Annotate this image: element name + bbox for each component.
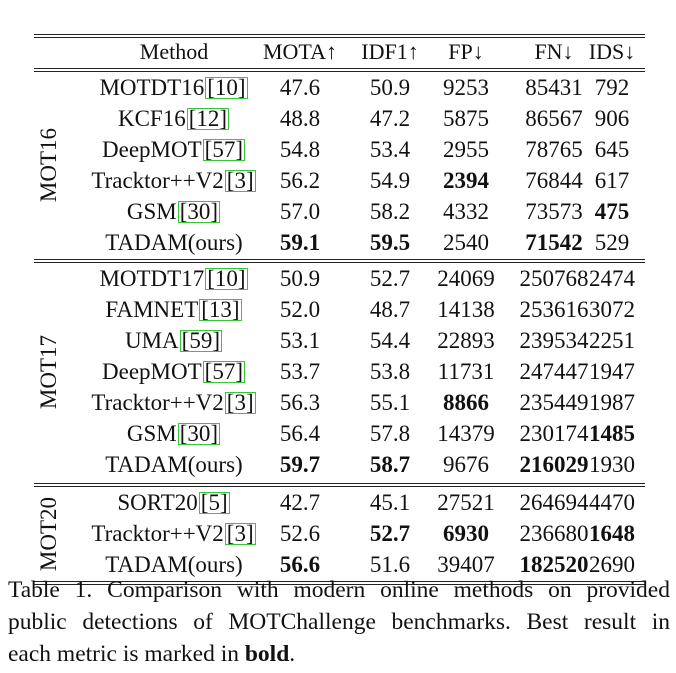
mota-cell: 57.0 xyxy=(279,199,321,224)
caption-bold-word: bold xyxy=(244,641,290,667)
citation-link[interactable]: [10] xyxy=(207,266,246,291)
idf1-cell: 52.7 xyxy=(369,521,411,546)
ids-cell: 2474 xyxy=(589,266,635,291)
fp-cell: 27521 xyxy=(437,490,495,515)
mota-cell: 53.1 xyxy=(279,328,321,353)
ids-cell: 792 xyxy=(594,75,630,100)
fn-cell: 182520 xyxy=(519,552,589,577)
mota-cell: 56.4 xyxy=(279,421,321,446)
method-name: KCF16 xyxy=(117,106,186,131)
mota-cell: 54.8 xyxy=(279,137,321,162)
fp-cell: 6930 xyxy=(443,521,489,546)
mota-cell: 59.1 xyxy=(279,230,321,255)
mota-cell: 52.0 xyxy=(279,297,321,322)
group-rule xyxy=(34,259,645,260)
fn-cell: 85431 xyxy=(525,75,583,100)
ids-cell: 1947 xyxy=(589,359,635,384)
mota-cell: 42.7 xyxy=(279,490,321,515)
ids-cell: 1485 xyxy=(589,421,635,446)
method-name: MOTDT16 xyxy=(99,75,205,100)
group-label-text: MOT16 xyxy=(36,127,61,203)
ids-cell: 2251 xyxy=(589,328,635,353)
header-ids: IDS↓ xyxy=(588,39,636,64)
citation-number: 30 xyxy=(187,421,211,446)
fn-cell: 73573 xyxy=(525,199,583,224)
idf1-cell: 54.9 xyxy=(369,168,411,193)
fp-cell: 4332 xyxy=(443,199,489,224)
table-row xyxy=(34,165,645,196)
method-name: GSM xyxy=(126,199,177,224)
group-label-text: MOT20 xyxy=(36,496,61,571)
ids-cell: 1930 xyxy=(589,452,635,477)
method-name: FAMNET xyxy=(105,297,199,322)
fp-cell: 11731 xyxy=(437,359,495,384)
table-row xyxy=(34,387,645,418)
fp-cell: 8866 xyxy=(443,390,489,415)
fn-cell: 264694 xyxy=(519,490,589,515)
method-name: DeepMOT xyxy=(102,359,202,384)
group-label-text: MOT17 xyxy=(36,334,61,409)
mota-cell: 59.7 xyxy=(279,452,321,477)
mota-cell: 56.6 xyxy=(279,552,321,577)
fp-cell: 2955 xyxy=(443,137,489,162)
header-fp: FP↓ xyxy=(448,39,484,64)
citation-link[interactable]: [57] xyxy=(204,137,243,162)
mota-cell: 50.9 xyxy=(279,266,321,291)
idf1-cell: 48.7 xyxy=(369,297,411,322)
method-name: Tracktor++V2 xyxy=(91,168,224,193)
table-row xyxy=(34,356,645,387)
fn-cell: 236680 xyxy=(519,521,589,546)
ids-cell: 617 xyxy=(594,168,630,193)
citation-number: 57 xyxy=(212,137,236,162)
method-name: DeepMOT xyxy=(102,137,202,162)
group-rule xyxy=(34,68,645,69)
method-name: UMA xyxy=(124,328,179,353)
idf1-cell: 57.8 xyxy=(369,421,411,446)
header-method: Method xyxy=(139,39,209,64)
citation-link[interactable]: [3] xyxy=(226,168,254,193)
idf1-cell: 58.7 xyxy=(369,452,411,477)
fp-cell: 14138 xyxy=(437,297,495,322)
table-row xyxy=(34,263,645,294)
idf1-cell: 53.4 xyxy=(369,137,411,162)
table-row xyxy=(34,294,645,325)
table-row xyxy=(34,487,645,518)
ids-cell: 906 xyxy=(594,106,630,131)
ids-cell: 3072 xyxy=(589,297,635,322)
idf1-cell: 53.8 xyxy=(369,359,411,384)
citation-number: 30 xyxy=(187,199,211,224)
citation-number: 12 xyxy=(196,106,220,131)
citation-number: 3 xyxy=(234,521,246,546)
table-row xyxy=(34,103,645,134)
fp-cell: 5875 xyxy=(443,106,489,131)
method-name: SORT20 xyxy=(117,490,198,515)
fn-cell: 247447 xyxy=(519,359,589,384)
citation-link[interactable]: [13] xyxy=(201,297,240,322)
mota-cell: 56.3 xyxy=(279,390,321,415)
fp-cell: 2540 xyxy=(443,230,489,255)
citation-link[interactable]: [59] xyxy=(181,328,220,353)
header-mota: MOTA↑ xyxy=(262,39,337,64)
fp-cell: 39407 xyxy=(437,552,495,577)
idf1-cell: 54.4 xyxy=(369,328,411,353)
citation-link[interactable]: [12] xyxy=(188,106,228,131)
idf1-cell: 58.2 xyxy=(369,199,411,224)
ids-cell: 475 xyxy=(594,199,630,224)
table-row xyxy=(34,196,645,227)
ids-cell: 4470 xyxy=(589,490,635,515)
fn-cell: 253616 xyxy=(519,297,589,322)
table-row xyxy=(34,72,645,103)
caption-line-2: public detections of MOTChallenge benchmarks. Best result in xyxy=(8,609,670,635)
citation-link[interactable]: [10] xyxy=(207,75,246,100)
mota-cell: 53.7 xyxy=(279,359,321,384)
fp-cell: 22893 xyxy=(437,328,495,353)
method-name: Tracktor++V2 xyxy=(91,390,224,415)
mota-cell: 47.6 xyxy=(279,75,321,100)
ids-cell: 645 xyxy=(594,137,630,162)
citation-link[interactable]: [3] xyxy=(226,390,254,415)
fn-cell: 216029 xyxy=(519,452,589,477)
fn-cell: 78765 xyxy=(525,137,583,162)
method-name: TADAM(ours) xyxy=(105,452,243,477)
ids-cell: 529 xyxy=(594,230,630,255)
group-rule xyxy=(34,483,645,484)
fn-cell: 230174 xyxy=(519,421,589,446)
fn-cell: 86567 xyxy=(525,106,583,131)
citation-number: 5 xyxy=(208,490,220,515)
caption-line-3 xyxy=(8,638,670,670)
citation-link[interactable]: [30] xyxy=(179,199,219,224)
idf1-cell: 55.1 xyxy=(369,390,411,415)
caption-line-3-prefix: each metric is marked in xyxy=(8,641,245,667)
idf1-cell: 47.2 xyxy=(369,106,411,131)
mota-cell: 52.6 xyxy=(279,521,321,546)
citation-number: 59 xyxy=(189,328,213,353)
citation-number: 57 xyxy=(212,359,236,384)
idf1-cell: 45.1 xyxy=(369,490,411,515)
ids-cell: 2690 xyxy=(589,552,635,577)
fp-cell: 14379 xyxy=(437,421,495,446)
table-row xyxy=(34,325,645,356)
table-row xyxy=(34,418,645,449)
ids-cell: 1648 xyxy=(589,521,635,546)
citation-number: 10 xyxy=(214,266,238,291)
fn-cell: 239534 xyxy=(519,328,589,353)
fn-cell: 76844 xyxy=(525,168,583,193)
method-name: MOTDT17 xyxy=(99,266,205,291)
method-name: TADAM(ours) xyxy=(105,552,243,577)
citation-link[interactable]: [3] xyxy=(226,521,254,546)
table-row xyxy=(34,227,645,258)
fp-cell: 24069 xyxy=(437,266,495,291)
method-name: GSM xyxy=(126,421,177,446)
method-name: Tracktor++V2 xyxy=(91,521,224,546)
fp-cell: 2394 xyxy=(443,168,489,193)
idf1-cell: 52.7 xyxy=(369,266,411,291)
idf1-cell: 51.6 xyxy=(369,552,411,577)
table-row xyxy=(34,449,645,480)
citation-number: 10 xyxy=(214,75,238,100)
citation-number: 13 xyxy=(208,297,232,322)
table-row xyxy=(34,134,645,165)
citation-number: 3 xyxy=(234,390,246,415)
table-header-row xyxy=(34,36,645,67)
fp-cell: 9253 xyxy=(443,75,489,100)
fp-cell: 9676 xyxy=(443,452,489,477)
table-caption xyxy=(8,574,670,670)
method-name: TADAM(ours) xyxy=(105,230,243,255)
caption-line-1: Table 1. Comparison with modern online methods on provided xyxy=(8,577,670,603)
caption-line-3-suffix: . xyxy=(289,641,296,667)
citation-link[interactable]: [5] xyxy=(200,490,228,515)
fn-cell: 235449 xyxy=(519,390,589,415)
fn-cell: 71542 xyxy=(525,230,583,255)
citation-link[interactable]: [57] xyxy=(204,359,243,384)
mota-cell: 48.8 xyxy=(279,106,321,131)
fn-cell: 250768 xyxy=(519,266,589,291)
idf1-cell: 50.9 xyxy=(369,75,411,100)
citation-link[interactable]: [30] xyxy=(179,421,219,446)
ids-cell: 1987 xyxy=(589,390,635,415)
citation-number: 3 xyxy=(234,168,246,193)
idf1-cell: 59.5 xyxy=(369,230,411,255)
mota-cell: 56.2 xyxy=(279,168,321,193)
table-row xyxy=(34,518,645,549)
top-rule-1 xyxy=(34,34,645,35)
header-idf1: IDF1↑ xyxy=(361,39,419,64)
header-fn: FN↓ xyxy=(534,39,574,64)
